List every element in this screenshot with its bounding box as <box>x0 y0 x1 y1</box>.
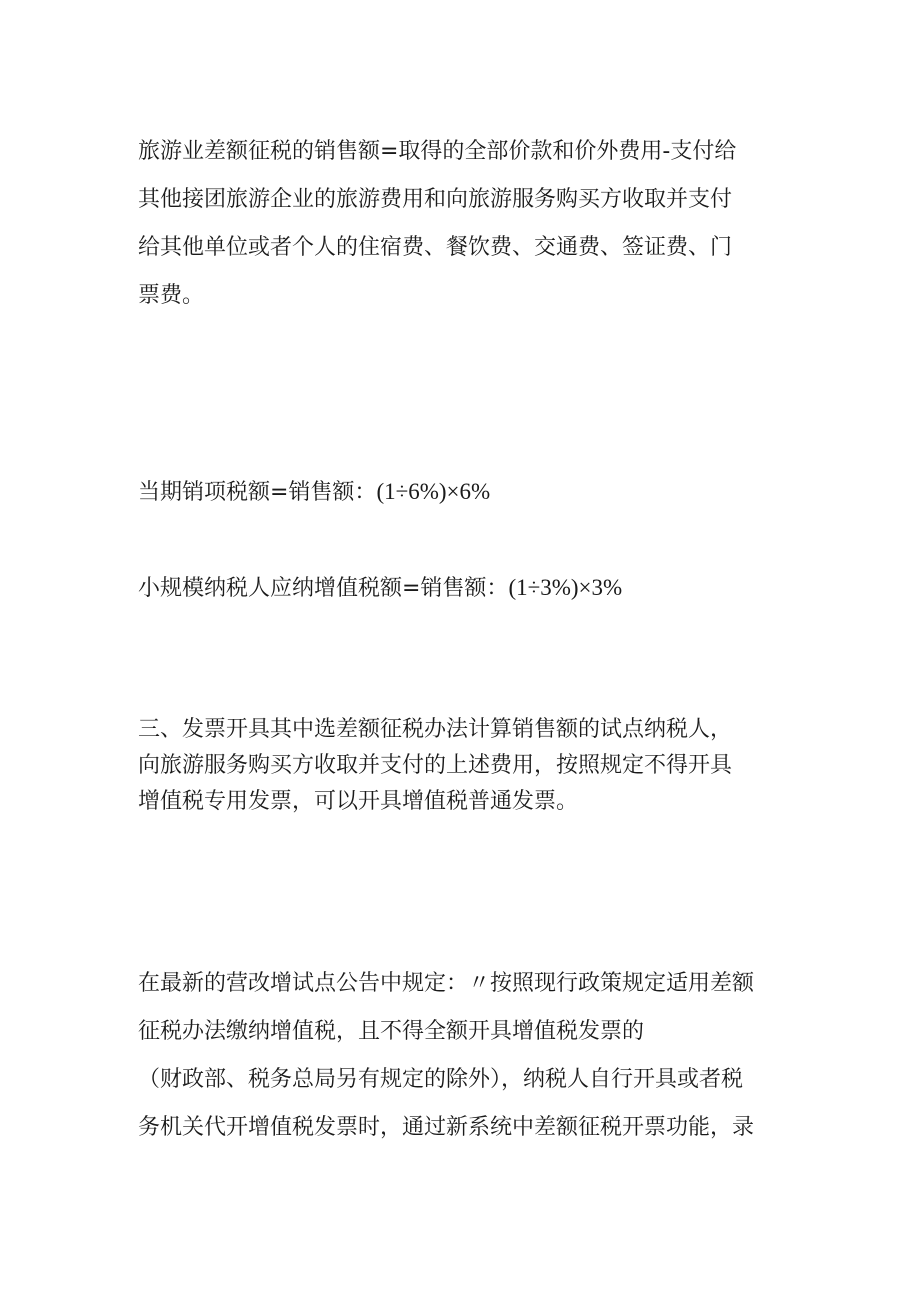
text-line: （财政部、税务总局另有规定的除外），纳税人自行开具或者税 <box>138 1067 744 1092</box>
text-line: 票费。 <box>138 283 205 308</box>
text-line: 其他接团旅游企业的旅游费用和向旅游服务购买方收取并支付 <box>138 187 733 212</box>
text-line: 旅游业差额征税的销售额=取得的全部价款和价外费用-支付给 <box>138 139 737 164</box>
paragraph-invoice-issuance <box>138 712 788 820</box>
formula-label: 小规模纳税人应纳增值税额=销售额： <box>138 576 509 601</box>
formula-expression: (1÷6%)×6% <box>376 479 491 504</box>
text-line: 务机关代开增值税发票时，通过新系统中差额征税开票功能，录 <box>138 1115 755 1140</box>
text-line: 增值税专用发票，可以开具增值税普通发票。 <box>138 789 579 814</box>
paragraph-tourism-sales-definition <box>138 128 788 320</box>
formula-small-scale-tax <box>138 570 788 607</box>
paragraph-latest-announcement <box>138 960 788 1152</box>
text-line: 给其他单位或者个人的住宿费、餐饮费、交通费、签证费、门 <box>138 235 733 260</box>
text-line: 在最新的营改增试点公告中规定：〃按照现行政策规定适用差额 <box>138 971 755 996</box>
text-line: 向旅游服务购买方收取并支付的上述费用，按照规定不得开具 <box>138 753 733 778</box>
formula-label: 当期销项税额=销售额： <box>138 480 377 505</box>
text-line: 三、发票开具其中选差额征税办法计算销售额的试点纳税人， <box>138 717 733 742</box>
formula-expression: (1÷3%)×3% <box>508 575 623 600</box>
text-line: 征税办法缴纳增值税，且不得全额开具增值税发票的 <box>138 1019 645 1044</box>
formula-output-tax <box>138 474 788 511</box>
